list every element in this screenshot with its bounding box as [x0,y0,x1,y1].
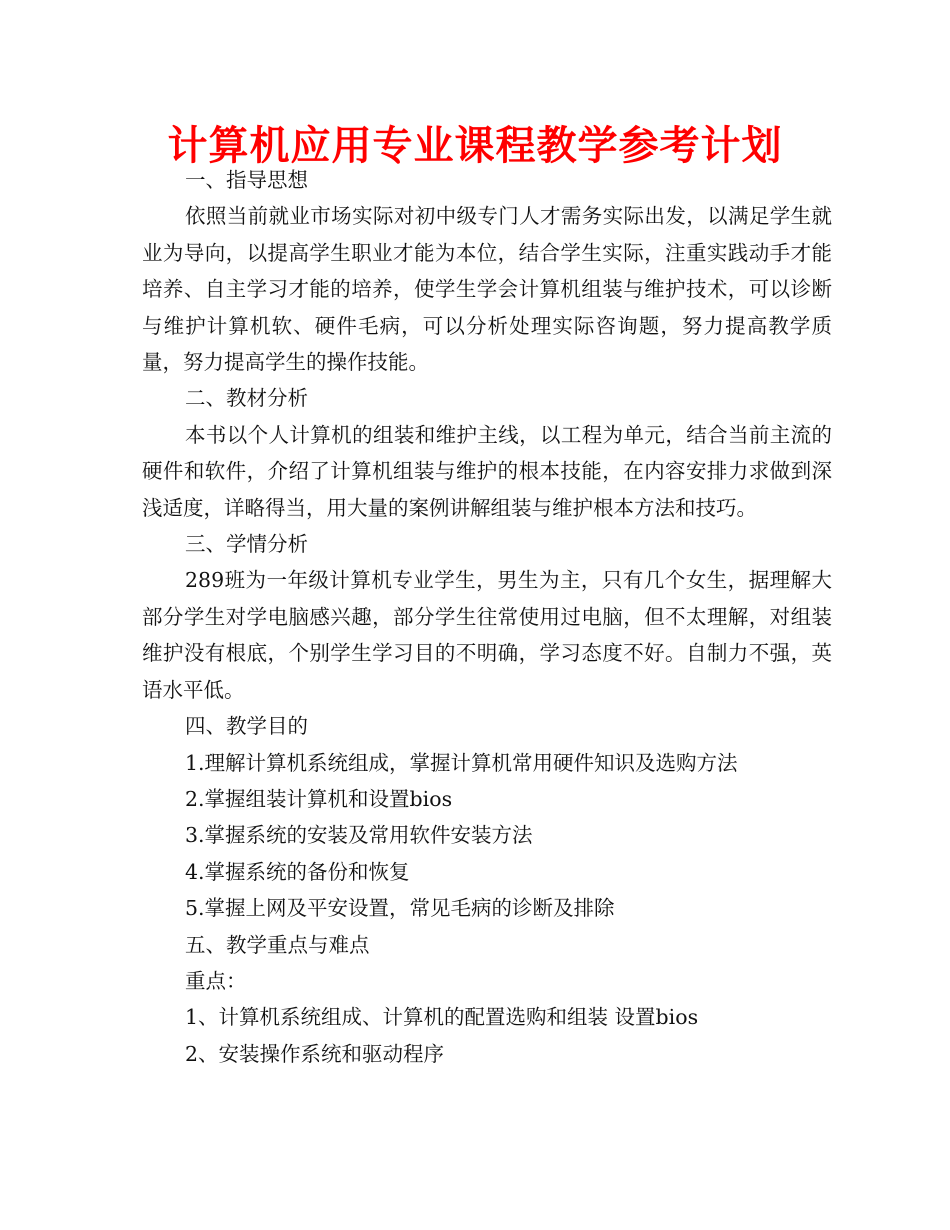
section-heading-guiding-ideas: 一、指导思想 [185,168,308,192]
section-heading-key-points: 五、教学重点与难点 [185,932,370,957]
list-item-goal-1: 1.理解计算机系统组成，掌握计算机常用硬件知识及选购方法 [185,750,738,775]
paragraph-guiding-ideas: 依照当前就业市场实际对初中级专门人才需务实际出发，以满足学生就业为导向，以提高学生职业才能为本位，结合学生实际，注重实践动手才能培养、自主学习才能的培养，使学生学会计算机组装与维护技术，可以诊断与维护计算机软、硬件毛病，可以分析处理实际咨询题，努力提高教学质量，努力提高学生的操作技能。 [142,204,832,375]
list-item-goal-5: 5.掌握上网及平安设置，常见毛病的诊断及排除 [185,896,615,921]
list-item-goal-2: 2.掌握组装计算机和设置bios [185,786,453,811]
document-title: 计算机应用专业课程教学参考计划 [167,123,783,169]
paragraph-textbook-analysis: 本书以个人计算机的组装和维护主线，以工程为单元，结合当前主流的硬件和软件，介绍了计算机组装与维护的根本技能，在内容安排力求做到深浅适度，详略得当，用大量的案例讲解组装与维护根本方法和技巧。 [142,422,832,520]
sub-heading-key-points: 重点： [185,968,247,993]
paragraph-student-analysis: 289班为一年级计算机专业学生，男生为主，只有几个女生，据理解大部分学生对学电脑感兴趣，部分学生往常使用过电脑，但不太理解，对组装维护没有根底，个别学生学习目的不明确，学习态度不好。自制力不强，英语水平低。 [142,568,832,702]
list-item-goal-4: 4.掌握系统的备份和恢复 [185,859,410,884]
list-item-goal-3: 3.掌握系统的安装及常用软件安装方法 [185,823,533,848]
document-body [142,162,832,1072]
section-heading-teaching-goals: 四、教学目的 [185,714,308,739]
section-heading-student-analysis: 三、学情分析 [185,532,308,557]
list-item-key-point-2: 2、安装操作系统和驱动程序 [185,1041,445,1066]
list-item-key-point-1: 1、计算机系统组成、计算机的配置选购和组装 设置bios [185,1005,699,1030]
section-heading-textbook-analysis: 二、教材分析 [185,386,308,411]
